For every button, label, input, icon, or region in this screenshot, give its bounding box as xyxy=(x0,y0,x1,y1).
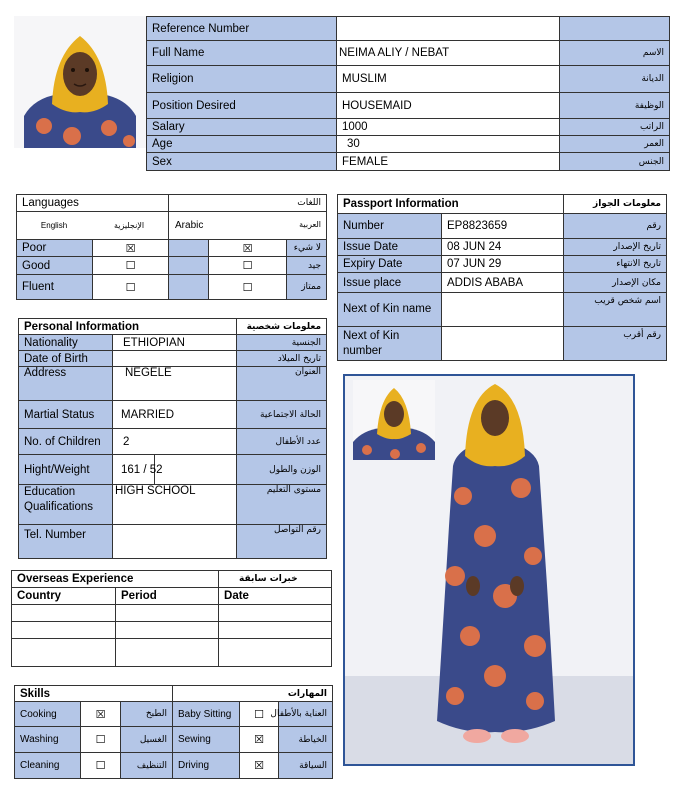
height-weight-extra xyxy=(155,455,237,485)
language-level-label: Poor xyxy=(17,240,93,257)
height-weight-value: 161 / 52 xyxy=(113,455,155,485)
english-col-header xyxy=(17,212,169,240)
skills-title: Skills xyxy=(15,686,173,702)
reference-number-value xyxy=(337,17,560,41)
issue-date-ar: تاريخ الإصدار xyxy=(564,239,667,256)
sex-label: Sex xyxy=(147,153,337,171)
cooking-checkbox[interactable]: ☒ xyxy=(81,702,121,727)
english-label: English xyxy=(40,221,68,230)
expiry-date-value: 07 JUN 29 xyxy=(442,256,564,273)
skill-label-baby-sitting: Baby Sitting xyxy=(173,702,240,727)
reference-number-label: Reference Number xyxy=(147,17,337,41)
dob-label: Date of Birth xyxy=(19,351,113,367)
dob-ar: تاريخ الميلاد xyxy=(237,351,327,367)
nationality-value: ETHIOPIAN xyxy=(113,335,237,351)
skill-label-washing: Washing xyxy=(15,727,81,753)
full-body-photo xyxy=(343,374,635,766)
table-row xyxy=(12,639,332,667)
education-value: HIGH SCHOOL xyxy=(113,485,237,525)
issue-place-value: ADDIS ABABA xyxy=(442,273,564,293)
personal-info-title: Personal Information xyxy=(19,319,237,335)
country-column-header: Country xyxy=(12,588,116,605)
table-row xyxy=(12,605,332,622)
english-good-checkbox[interactable]: ☐ xyxy=(93,257,169,275)
personal-info-table xyxy=(18,318,327,559)
languages-title-ar: اللغات xyxy=(169,195,327,212)
skill-row xyxy=(15,753,333,779)
address-label: Address xyxy=(19,367,113,401)
reference-number-ar xyxy=(560,17,670,41)
skill-ar: الخياطة xyxy=(279,727,333,753)
salary-label: Salary xyxy=(147,119,337,136)
issue-place-ar: مكان الإصدار xyxy=(564,273,667,293)
overseas-title: Overseas Experience xyxy=(12,571,219,588)
issue-date-label: Issue Date xyxy=(338,239,442,256)
full-name-value: NEIMA ALIY / NEBAT xyxy=(337,41,560,66)
kin-name-ar: اسم شخص قريب xyxy=(564,293,667,327)
education-label: Education Qualifications xyxy=(19,485,113,525)
height-weight-label: Hight/Weight xyxy=(19,455,113,485)
passport-number-label: Number xyxy=(338,214,442,239)
position-value: HOUSEMAID xyxy=(337,93,560,119)
language-level-label: Good xyxy=(17,257,93,275)
language-level-ar: جيد xyxy=(287,257,327,275)
tel-value xyxy=(113,525,237,559)
marital-value: MARRIED xyxy=(113,401,237,429)
spacer-cell xyxy=(169,257,209,275)
nationality-ar: الجنسية xyxy=(237,335,327,351)
skill-label-cooking: Cooking xyxy=(15,702,81,727)
cleaning-checkbox[interactable]: ☐ xyxy=(81,753,121,779)
english-poor-checkbox[interactable]: ☒ xyxy=(93,240,169,257)
headshot-photo xyxy=(14,16,146,148)
marital-label: Martial Status xyxy=(19,401,113,429)
table-row xyxy=(12,622,332,639)
spacer-cell xyxy=(169,275,209,300)
arabic-good-checkbox[interactable]: ☐ xyxy=(209,257,287,275)
skills-title-ar: المهارات xyxy=(173,686,333,702)
passport-title-ar: معلومات الجواز xyxy=(564,195,667,214)
sex-value: FEMALE xyxy=(337,153,560,171)
education-ar: مستوى التعليم xyxy=(237,485,327,525)
passport-title: Passport Information xyxy=(338,195,564,214)
marital-ar: الحالة الاجتماعية xyxy=(237,401,327,429)
language-row-fluent xyxy=(17,275,327,300)
language-row-good xyxy=(17,257,327,275)
expiry-date-ar: تاريخ الانتهاء xyxy=(564,256,667,273)
inset-headshot xyxy=(353,380,435,460)
passport-number-ar: رقم xyxy=(564,214,667,239)
religion-label: Religion xyxy=(147,66,337,93)
dob-value xyxy=(113,351,237,367)
expiry-date-label: Expiry Date xyxy=(338,256,442,273)
passport-number-value: EP8823659 xyxy=(442,214,564,239)
spacer-cell xyxy=(169,240,209,257)
washing-checkbox[interactable]: ☐ xyxy=(81,727,121,753)
languages-table xyxy=(16,194,327,300)
skill-label-driving: Driving xyxy=(173,753,240,779)
position-label: Position Desired xyxy=(147,93,337,119)
overseas-experience-table xyxy=(11,570,332,667)
age-label: Age xyxy=(147,136,337,153)
english-ar: الإنجليزية xyxy=(113,221,145,230)
skill-ar: التنظيف xyxy=(121,753,173,779)
baby-sitting-checkbox[interactable]: ☐ xyxy=(240,702,279,727)
issue-date-value: 08 JUN 24 xyxy=(442,239,564,256)
nationality-label: Nationality xyxy=(19,335,113,351)
religion-value: MUSLIM xyxy=(337,66,560,93)
arabic-fluent-checkbox[interactable]: ☐ xyxy=(209,275,287,300)
skill-label-cleaning: Cleaning xyxy=(15,753,81,779)
kin-name-value xyxy=(442,293,564,327)
language-level-ar: لا شيء xyxy=(287,240,327,257)
language-level-label: Fluent xyxy=(17,275,93,300)
languages-title: Languages xyxy=(17,195,169,212)
kin-number-value xyxy=(442,327,564,361)
arabic-ar: العربية xyxy=(299,220,322,229)
age-value: 30 xyxy=(337,136,560,153)
sewing-checkbox[interactable]: ☒ xyxy=(240,727,279,753)
arabic-poor-checkbox[interactable]: ☒ xyxy=(209,240,287,257)
skill-ar: العناية بالأطفال xyxy=(279,702,333,727)
tel-ar: رقم التواصل xyxy=(237,525,327,559)
sex-ar: الجنس xyxy=(560,153,670,171)
religion-ar: الديانة xyxy=(560,66,670,93)
kin-number-ar: رقم أقرب xyxy=(564,327,667,361)
tel-label: Tel. Number xyxy=(19,525,113,559)
passport-table xyxy=(337,194,667,361)
salary-ar: الراتب xyxy=(560,119,670,136)
period-column-header: Period xyxy=(116,588,219,605)
children-ar: عدد الأطفال xyxy=(237,429,327,455)
age-ar: العمر xyxy=(560,136,670,153)
skill-row xyxy=(15,727,333,753)
overseas-title-ar: خبرات سابقة xyxy=(219,571,332,588)
arabic-col-header xyxy=(169,212,327,240)
height-weight-ar: الوزن والطول xyxy=(237,455,327,485)
full-name-ar: الاسم xyxy=(560,41,670,66)
position-ar: الوظيفة xyxy=(560,93,670,119)
date-column-header: Date xyxy=(219,588,332,605)
salary-value: 1000 xyxy=(337,119,560,136)
skills-table xyxy=(14,685,333,779)
children-value: 2 xyxy=(113,429,237,455)
skill-ar: السياقة xyxy=(279,753,333,779)
language-row-poor xyxy=(17,240,327,257)
driving-checkbox[interactable]: ☒ xyxy=(240,753,279,779)
full-name-label: Full Name xyxy=(147,41,337,66)
skill-ar: الطبخ xyxy=(121,702,173,727)
skill-label-sewing: Sewing xyxy=(173,727,240,753)
english-fluent-checkbox[interactable]: ☐ xyxy=(93,275,169,300)
address-value: NEGELE xyxy=(113,367,237,401)
children-label: No. of Children xyxy=(19,429,113,455)
skill-row xyxy=(15,702,333,727)
personal-info-title-ar: معلومات شخصية xyxy=(237,319,327,335)
arabic-label: Arabic xyxy=(175,220,204,231)
header-table xyxy=(146,16,670,171)
kin-name-label: Next of Kin name xyxy=(338,293,442,327)
language-level-ar: ممتاز xyxy=(287,275,327,300)
skill-ar: الغسيل xyxy=(121,727,173,753)
kin-number-label: Next of Kin number xyxy=(338,327,442,361)
issue-place-label: Issue place xyxy=(338,273,442,293)
address-ar: العنوان xyxy=(237,367,327,401)
